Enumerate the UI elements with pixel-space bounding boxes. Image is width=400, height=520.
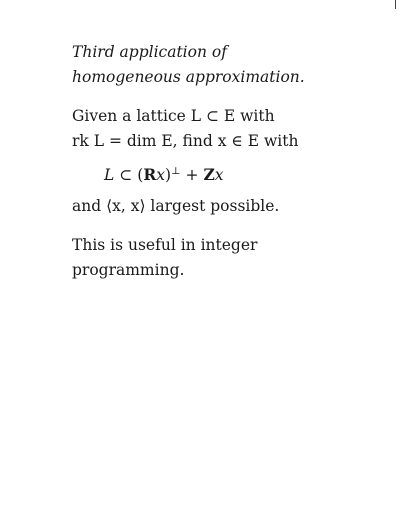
formula-paren-close: ) <box>165 166 172 184</box>
heading-line-1: Third application of <box>72 43 227 61</box>
slide-heading <box>72 40 372 90</box>
remark-line-1: This is useful in integer <box>72 236 258 254</box>
problem-line-3: and ⟨x, x⟩ largest possible. <box>72 197 280 215</box>
remark <box>72 233 372 283</box>
formula-lattice: L <box>104 166 115 184</box>
display-formula <box>104 162 372 188</box>
remark-line-2: programming. <box>72 261 185 279</box>
problem-statement <box>72 104 372 154</box>
formula-subset: ⊂ <box>119 166 133 184</box>
formula-x-1: x <box>156 166 165 184</box>
formula-x-2: x <box>214 166 224 184</box>
formula-perp: ⊥ <box>171 165 181 177</box>
page-edge-mark <box>395 0 396 9</box>
problem-line-2: rk L = dim E, find x ∈ E with <box>72 132 299 150</box>
formula-plus: + <box>185 166 199 184</box>
heading-line-2: homogeneous approximation. <box>72 68 305 86</box>
problem-line-1: Given a lattice L ⊂ E with <box>72 107 275 125</box>
formula-integers: Z <box>203 165 215 184</box>
slide-content <box>72 40 372 283</box>
formula-reals: R <box>143 165 157 184</box>
formula-paren-open: ( <box>137 166 144 184</box>
